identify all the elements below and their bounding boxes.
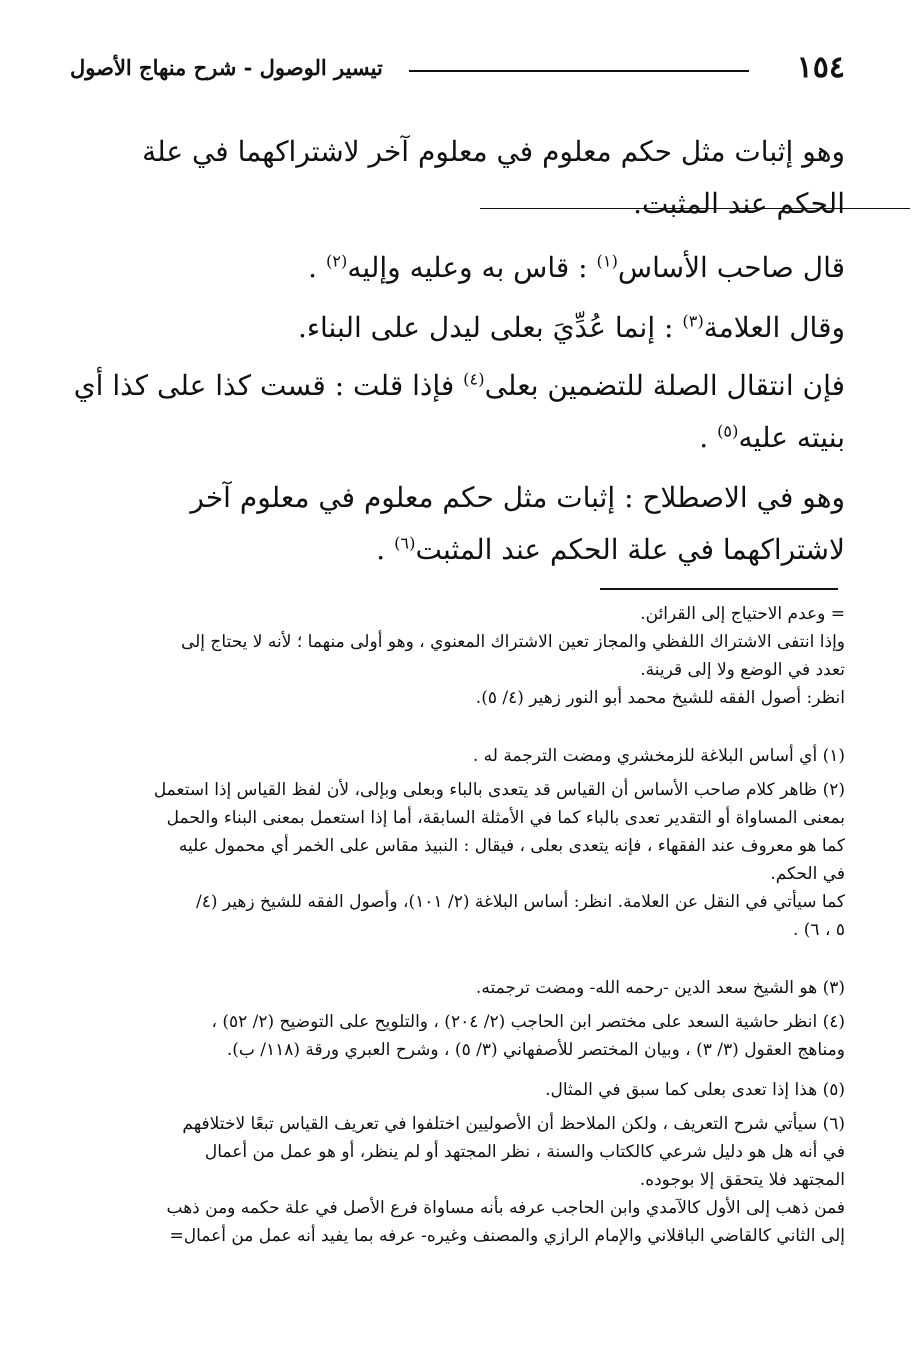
- text-run: فإن انتقال الصلة للتضمين بعلى: [484, 369, 845, 402]
- technical-definition-paragraph: [70, 472, 845, 576]
- footnote-line: فمن ذهب إلى الأول كالآمدي وابن الحاجب عرفه بأنه مساواة فرع الأصل في علة حكمه ومن ذهب: [166, 1198, 845, 1218]
- footnote-line: إلى الثاني كالقاضي الباقلاني والإمام الرازي والمصنف وغيره- عرفه بما يفيد أنه عمل من أعمال=: [169, 1226, 845, 1246]
- footnote-2: [70, 776, 845, 944]
- footnote-1: [70, 742, 845, 770]
- text-run: : إنما عُدِّيَ بعلى ليدل على البناء.: [297, 311, 683, 344]
- text-line: الحكم عند المثبت.: [633, 187, 845, 220]
- footnote-line: (٣) هو الشيخ سعد الدين -رحمه الله- ومضت ترجمته.: [475, 978, 845, 998]
- text-line: [70, 412, 845, 464]
- footnote-line: المجتهد فلا يتحقق إلا بوجوده.: [639, 1170, 845, 1190]
- footnote-ref-6: (٦): [394, 533, 416, 553]
- footnote-line: في الحكم.: [770, 864, 845, 884]
- text-run: .: [376, 533, 395, 566]
- text-run: وقال العلامة: [703, 311, 845, 344]
- page-number: ١٥٤: [796, 50, 845, 85]
- footnote-line: = وعدم الاحتياج إلى القرائن.: [640, 604, 845, 624]
- footnote-line: (١) أي أساس البلاغة للزمخشري ومضت الترجمة له .: [472, 746, 845, 766]
- page-header: [70, 48, 845, 88]
- footnote-line: في أنه هل هو دليل شرعي كالكتاب والسنة ، نظر المجتهد أو لم ينظر، أو هو عمل من أعمال: [204, 1142, 845, 1162]
- text-line: [70, 360, 845, 412]
- footnote-line: (٦) سيأتي شرح التعريف ، ولكن الملاحظ أن الأصوليين اختلفوا في تعريف القياس تبعًا لاختلافهم: [182, 1114, 845, 1134]
- text-run: .: [308, 251, 326, 284]
- quote-asas-paragraph: [70, 242, 845, 294]
- text-run: .: [699, 421, 718, 454]
- text-run: : قاس به وعليه وإليه: [347, 251, 597, 284]
- footnote-line: ٥ ، ٦) .: [792, 920, 845, 940]
- underline-rule: [480, 208, 910, 209]
- footnote-line: (٤) انظر حاشية السعد على مختصر ابن الحاجب (٢/ ٢٠٤) ، والتلويح على التوضيح (٢/ ٥٢) ،: [211, 1012, 845, 1032]
- running-title: تيسير الوصول - شرح منهاج الأصول: [70, 55, 383, 80]
- footnote-line: انظر: أصول الفقه للشيخ محمد أبو النور زهير (٤/ ٥).: [475, 688, 845, 708]
- header-rule: [409, 70, 749, 72]
- footnote-ref-5: (٥): [717, 421, 739, 441]
- text-run: قال صاحب الأساس: [617, 251, 845, 284]
- footnote-ref-1: (١): [596, 251, 618, 271]
- footnote-line: وإذا انتفى الاشتراك اللفظي والمجاز تعين الاشتراك المعنوي ، وهو أولى منهما ؛ لأنه لا يحتاج إلى: [180, 632, 845, 652]
- footnote-line: ومناهج العقول (٣/ ٣) ، وبيان المختصر للأصفهاني (٣/ ٥) ، وشرح العبري ورقة (١١٨/ ب).: [226, 1040, 845, 1060]
- footnote-line: (٢) ظاهر كلام صاحب الأساس أن القياس قد يتعدى بالباء وبعلى وبإلى، لأن لفظ القياس إذا استعمل: [153, 780, 845, 800]
- text-run: بنيته عليه: [738, 421, 845, 454]
- footnote-line: بمعنى المساواة أو التقدير تعدى بالباء كما في الأمثلة السابقة، أما إذا استعمل بمعنى البناء والحمل: [166, 808, 845, 828]
- footnote-line: (٥) هذا إذا تعدى بعلى كما سبق في المثال.: [545, 1080, 845, 1100]
- footnote-continuation: [70, 600, 845, 712]
- text-line: [70, 302, 845, 354]
- text-run: فإذا قلت : قست كذا على كذا أي: [73, 369, 464, 402]
- footnote-3: [70, 974, 845, 1002]
- text-line: وهو إثبات مثل حكم معلوم في معلوم آخر لاشتراكهما في علة: [142, 135, 845, 168]
- footnote-5: [70, 1076, 845, 1104]
- quote-allama-paragraph: [70, 302, 845, 354]
- definition-paragraph: [70, 126, 845, 230]
- footnote-6: [70, 1110, 845, 1250]
- footnote-line: تعدد في الوضع ولا إلى قرينة.: [640, 660, 845, 680]
- text-run: لاشتراكهما في علة الحكم عند المثبت: [415, 533, 845, 566]
- text-line: وهو في الاصطلاح : إثبات مثل حكم معلوم في معلوم آخر: [190, 481, 845, 514]
- footnote-ref-3: (٣): [682, 311, 704, 331]
- footnote-ref-2: (٢): [325, 251, 348, 271]
- footnote-4: [70, 1008, 845, 1064]
- explanation-paragraph: [70, 360, 845, 464]
- footnote-ref-4: (٤): [463, 369, 485, 389]
- footnote-separator: [600, 588, 838, 590]
- text-line: [70, 242, 845, 294]
- footnote-line: كما سيأتي في النقل عن العلامة. انظر: أساس البلاغة (٢/ ١٠١)، وأصول الفقه للشيخ زهير (٤/: [196, 892, 845, 912]
- text-line: [70, 524, 845, 576]
- footnote-line: كما هو معروف عند الفقهاء ، فإنه يتعدى بعلى ، فيقال : النبيذ مقاس على الخمر أي محمول عليه: [178, 836, 845, 856]
